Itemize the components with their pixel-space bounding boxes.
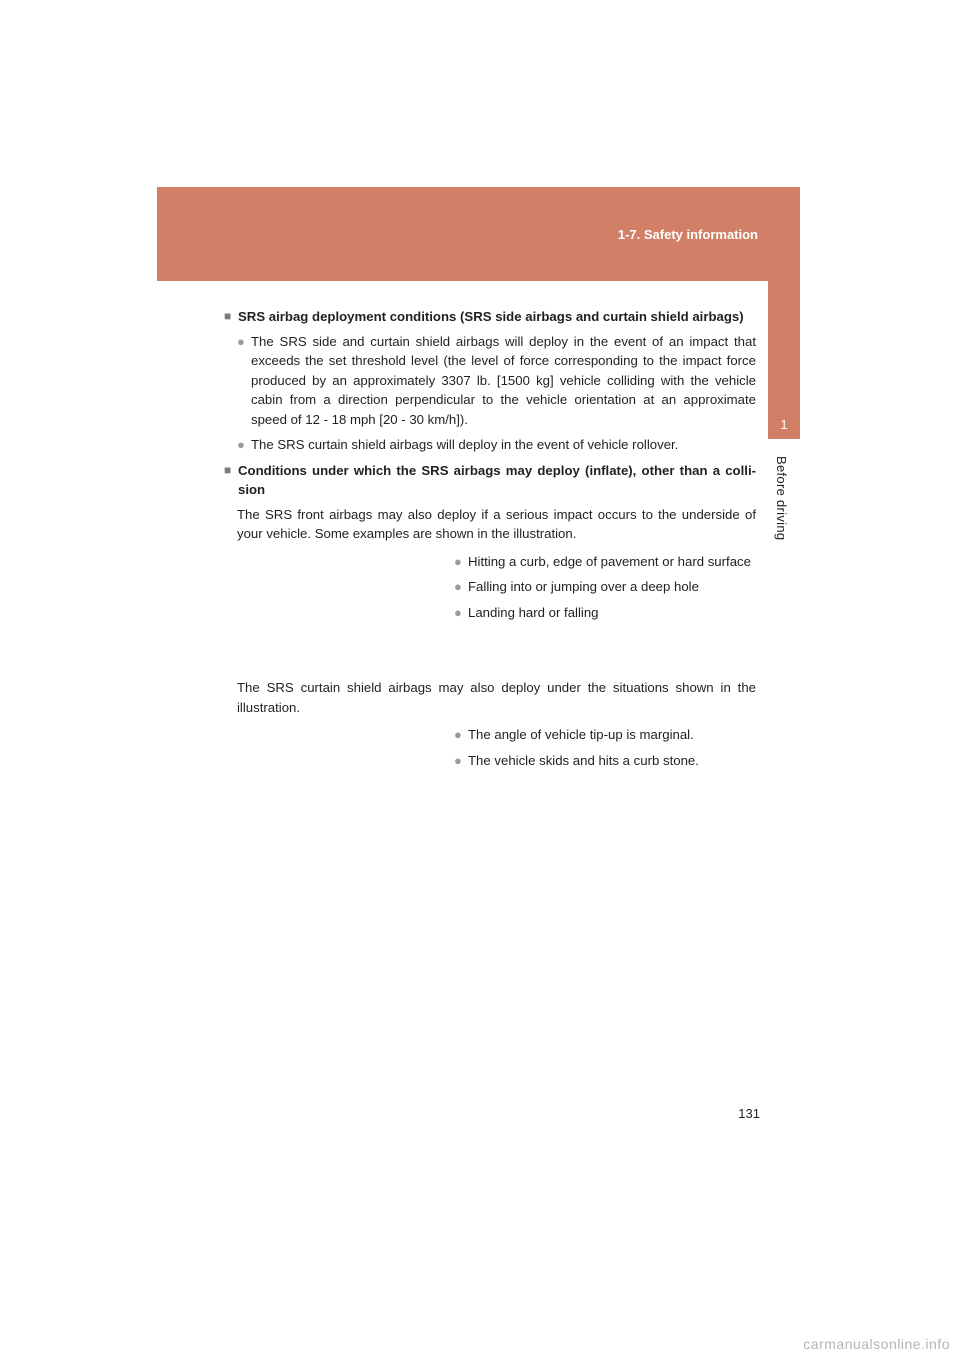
list-item: ● The SRS curtain shield airbags will deploy in the event of vehicle rollover. — [224, 435, 756, 455]
main-content — [224, 307, 756, 776]
page-number: 131 — [738, 1106, 760, 1121]
list-item: ● Falling into or jumping over a deep hole — [454, 577, 756, 597]
list-item: ● The vehicle skids and hits a curb stone. — [454, 751, 756, 771]
list-item: ● The angle of vehicle tip-up is marginal. — [454, 725, 756, 745]
circle-bullet-icon: ● — [454, 727, 462, 742]
section-title: 1-7. Safety information — [617, 227, 758, 242]
section-heading: ■ Conditions under which the SRS airbags may deploy (inflate), other than a colli-sion — [224, 462, 756, 497]
chapter-label: Before driving — [774, 456, 789, 541]
square-bullet-icon: ■ — [224, 309, 232, 323]
paragraph: The SRS front airbags may also deploy if a serious impact occurs to the underside of your vehicle. Some examples are shown in the illustration. — [237, 506, 756, 541]
chapter-number: 1 — [780, 417, 788, 432]
illustration-caption-list — [454, 552, 756, 623]
paragraph: The SRS curtain shield airbags may also deploy under the situations shown in the illustration. — [237, 680, 756, 715]
chapter-tab — [768, 281, 800, 439]
list-item: ● Hitting a curb, edge of pavement or hard surface — [454, 552, 756, 572]
list-item: ● Landing hard or falling — [454, 603, 756, 623]
square-bullet-icon: ■ — [224, 462, 232, 477]
circle-bullet-icon: ● — [454, 553, 462, 569]
list-item: ● The SRS side and curtain shield airbags will deploy in the event of an impact that exceeds the set threshold level (the level of force corresponding to the impact force produced by an approximately 3307 lb. [1500 kg] vehicle colliding with the vehicle cabin from a direction perpendicular to the vehicle orientation at an approximate speed of 12 - 18 mph [20 - 30 km/h]). — [237, 333, 756, 427]
watermark: carmanualsonline.info — [803, 1336, 950, 1352]
circle-bullet-icon: ● — [454, 752, 462, 768]
circle-bullet-icon: ● — [237, 333, 245, 349]
section-heading: ■ SRS airbag deployment conditions (SRS side airbags and curtain shield airbags) — [224, 307, 756, 327]
circle-bullet-icon: ● — [454, 604, 462, 620]
header-band — [157, 187, 800, 281]
circle-bullet-icon: ● — [454, 579, 462, 594]
illustration-caption-list — [454, 725, 756, 770]
circle-bullet-icon: ● — [237, 437, 245, 452]
